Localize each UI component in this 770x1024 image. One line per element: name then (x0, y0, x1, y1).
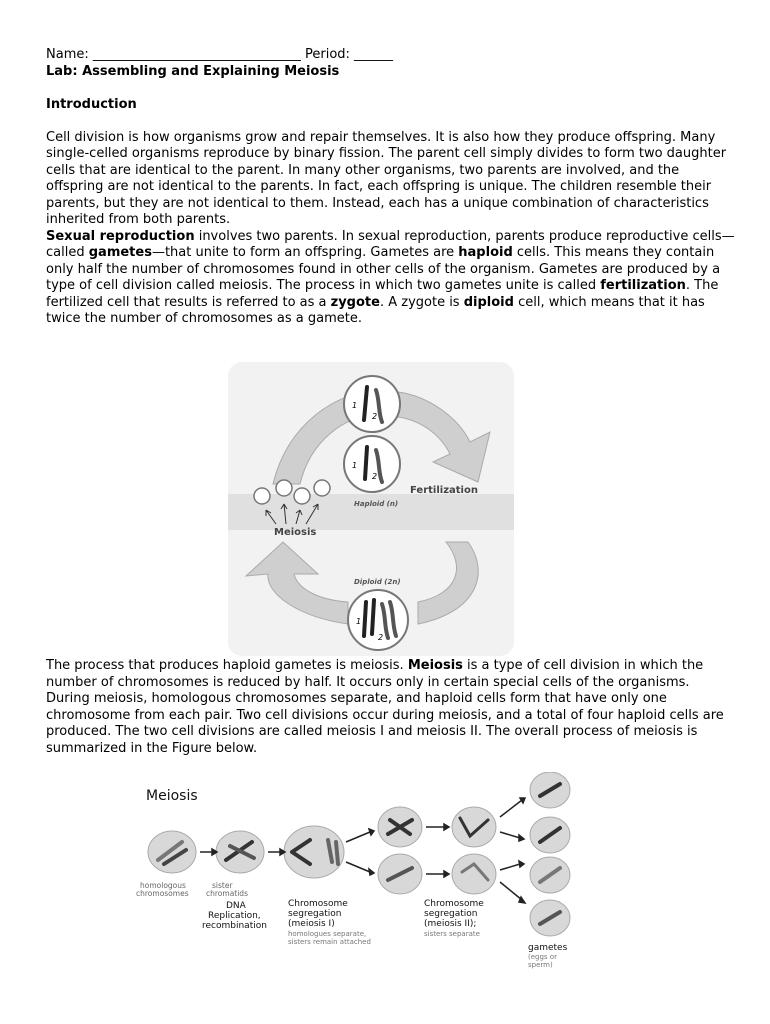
svg-text:1: 1 (352, 401, 358, 410)
svg-text:DNA: DNA (226, 901, 246, 911)
diploid-label: Diploid (2n) (354, 578, 401, 586)
gamete-cell-middle (344, 436, 400, 492)
svg-text:recombination: recombination (202, 921, 267, 931)
svg-text:chromosomes: chromosomes (136, 889, 189, 898)
svg-text:(meiosis II);: (meiosis II); (424, 919, 477, 929)
svg-text:sisters remain attached: sisters remain attached (288, 938, 371, 946)
svg-text:homologous: homologous (140, 881, 186, 890)
svg-text:1: 1 (356, 617, 362, 626)
svg-text:gametes: gametes (528, 943, 568, 953)
svg-text:(meiosis I): (meiosis I) (288, 919, 335, 929)
paragraph-1: Cell division is how organisms grow and repair themselves. It is also how they produce offspring. Many single-celled organisms reproduce by binary fission. The parent cell simply divides to form two daughter cells that are identical to the parent. In many other organisms, two parents are involved, and the offspring are not identical to the parents. In fact, each offspring is unique. The children resemble their parents, but they are not identical to them. Instead, each has a unique combination of characteristics inherited from both parents. (46, 129, 727, 227)
zygote-cell (348, 590, 408, 650)
svg-text:sperm): sperm) (528, 961, 553, 969)
meiosis-figure-title: Meiosis (146, 788, 198, 804)
introduction-heading: Introduction (46, 97, 137, 112)
haploid-label: Haploid (n) (354, 500, 399, 508)
svg-text:chromatids: chromatids (206, 889, 248, 898)
name-period-line: Name: ________________________________ Period: ______ (46, 47, 394, 62)
svg-text:homologues separate,: homologues separate, (288, 930, 367, 938)
meiosis-label: Meiosis (274, 527, 317, 538)
svg-text:2: 2 (372, 412, 378, 421)
fertilization-label: Fertilization (410, 485, 478, 496)
gamete-cell-top (344, 376, 400, 432)
life-cycle-figure (228, 362, 514, 656)
meiosis-summary-figure (132, 772, 584, 982)
svg-text:segregation: segregation (424, 909, 478, 919)
svg-text:sister: sister (212, 881, 233, 890)
svg-text:(eggs or: (eggs or (528, 953, 557, 961)
svg-text:2: 2 (378, 633, 384, 642)
lab-title: Lab: Assembling and Explaining Meiosis (46, 63, 340, 79)
svg-text:2: 2 (372, 472, 378, 481)
svg-text:Chromosome: Chromosome (288, 899, 348, 909)
svg-text:segregation: segregation (288, 909, 342, 919)
document-body (46, 47, 736, 328)
svg-text:1: 1 (352, 461, 358, 470)
svg-text:Replication,: Replication, (208, 911, 261, 921)
paragraph-3: The process that produces haploid gametes is meiosis. Meiosis is a type of cell division in which the number of chromosomes is reduced by half. It occurs only in certain special cells of the organisms. During meiosis, homologous chromosomes separate, and haploid cells form that have only one chromosome from each pair. Two cell divisions occur during meiosis, and a total of four haploid cells are produced. The two cell divisions are called meiosis I and meiosis II. The overall process of meiosis is summarized in the Figure below. (46, 658, 724, 756)
svg-text:sisters separate: sisters separate (424, 930, 480, 938)
svg-text:Chromosome: Chromosome (424, 899, 484, 909)
paragraph-2: Sexual reproduction involves two parents. In sexual reproduction, parents produce reproductive cells—called gametes—that unite to form an offspring. Gametes are haploid cells. This means they contain only half the number of chromosomes found in other cells of the organism. Gametes are produced by a type of cell division called meiosis. The process in which two gametes unite is called fertilization. The fertilized cell that results is referred to as a zygote. A zygote is diploid cell, which means that it has twice the number of chromosomes as a gamete. (46, 228, 735, 326)
